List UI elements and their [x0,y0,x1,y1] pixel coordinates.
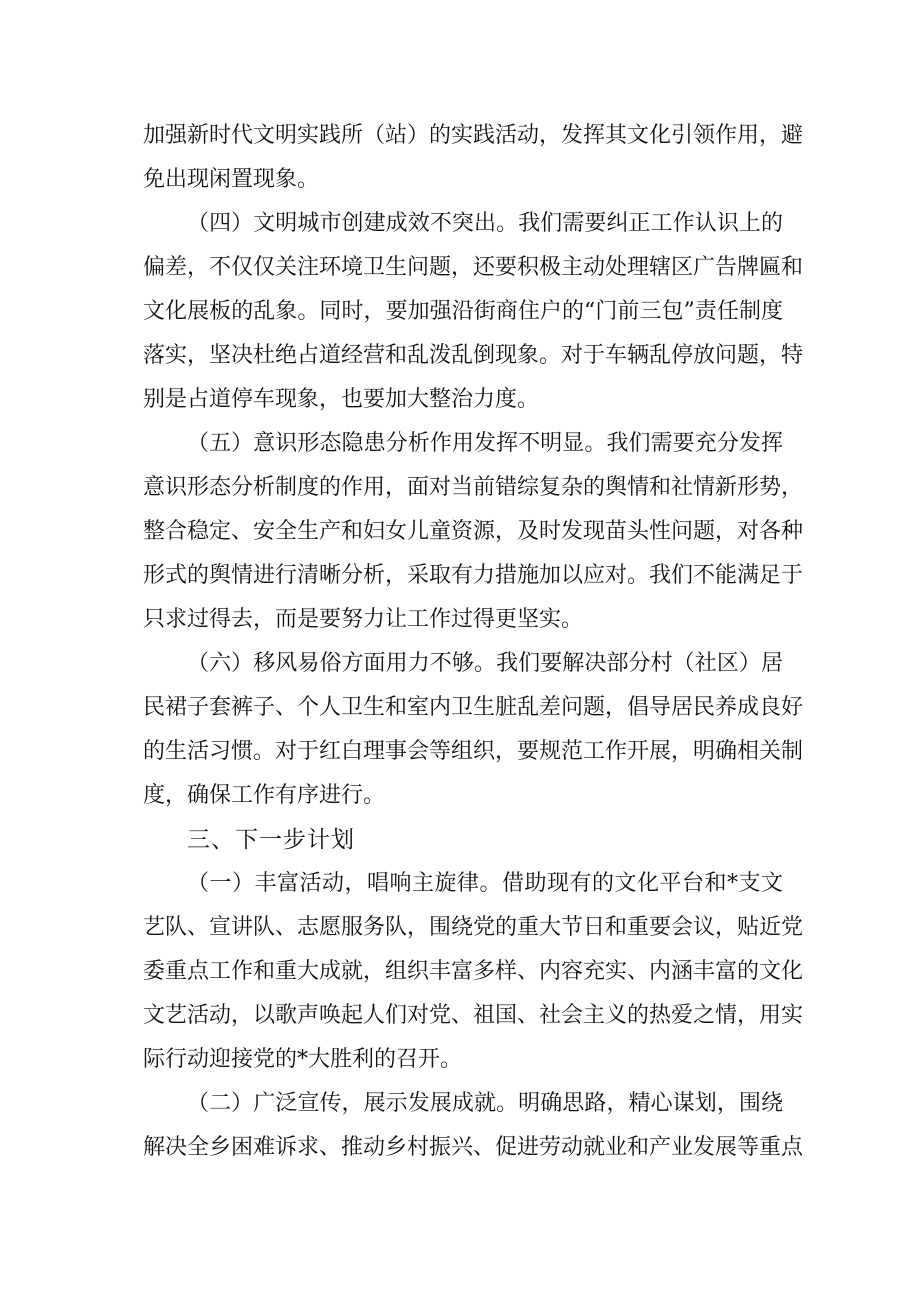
text-line: （一）丰富活动，唱响主旋律。借助现有的文化平台和*支文 [187,871,783,896]
text-line: 际行动迎接党的*大胜利的召开。 [143,1047,463,1072]
text-line: 委重点工作和重大成就，组织丰富多样、内容充实、内涵丰富的文化 [143,959,804,984]
text-line: （五）意识形态隐患分析作用发挥不明显。我们需要充分发挥 [187,431,783,456]
text-line: （六）移风易俗方面用力不够。我们要解决部分村（社区）居 [187,651,783,676]
text-line: 文化展板的乱象。同时，要加强沿街商住户的“门前三包”责任制度 [143,299,783,324]
text-line: 度，确保工作有序进行。 [143,783,386,808]
text-line: 只求过得去，而是要努力让工作过得更坚实。 [143,607,584,632]
text-line: 落实，坚决杜绝占道经营和乱泼乱倒现象。对于车辆乱停放问题，特 [143,343,804,368]
text-line: 民裙子套裤子、个人卫生和室内卫生脏乱差问题，倡导居民养成良好 [143,695,804,720]
text-line: 文艺活动，以歌声唤起人们对党、祖国、社会主义的热爱之情，用实 [143,1003,804,1028]
text-line: 的生活习惯。对于红白理事会等组织，要规范工作开展，明确相关制 [143,739,804,764]
text-line: 形式的舆情进行清晰分析，采取有力措施加以应对。我们不能满足于 [143,563,804,588]
text-line: 偏差，不仅仅关注环境卫生问题，还要积极主动处理辖区广告牌匾和 [143,255,804,280]
text-line: 别是占道停车现象，也要加大整治力度。 [143,387,540,412]
section-heading: 三、下一步计划 [187,827,355,853]
text-line: 整合稳定、安全生产和妇女儿童资源，及时发现苗头性问题，对各种 [143,519,804,544]
text-line: 免出现闲置现象。 [143,167,320,192]
text-line: （四）文明城市创建成效不突出。我们需要纠正工作认识上的 [187,211,783,236]
text-line: 解决全乡困难诉求、推动乡村振兴、促进劳动就业和产业发展等重点 [143,1135,804,1160]
text-line: （二）广泛宣传，展示发展成就。明确思路，精心谋划，围绕 [187,1091,783,1116]
text-line: 加强新时代文明实践所（站）的实践活动，发挥其文化引领作用，避 [143,123,804,148]
text-line: 意识形态分析制度的作用，面对当前错综复杂的舆情和社情新形势， [143,475,804,500]
text-line: 艺队、宣讲队、志愿服务队，围绕党的重大节日和重要会议，贴近党 [143,915,804,940]
